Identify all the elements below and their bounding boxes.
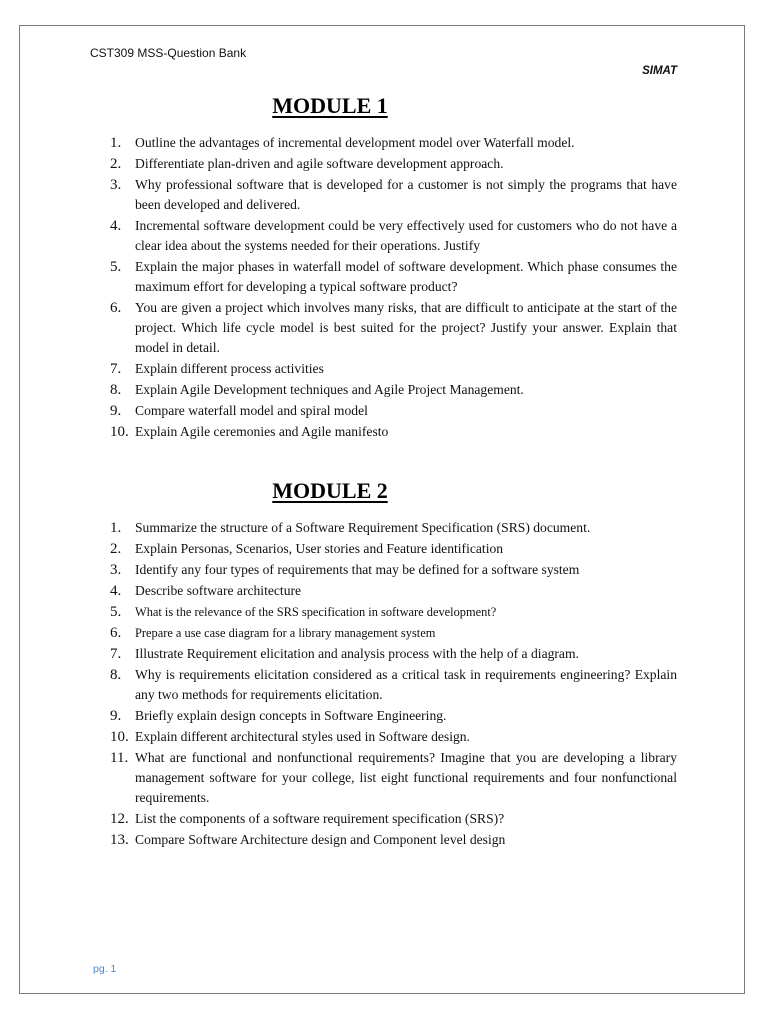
question-text: You are given a project which involves many risks, that are difficult to anticipate at the start of the project. Which life cycle model is best suited for the project? Justify your answer. Explain that model in detail. [135, 300, 677, 355]
question-item [110, 422, 677, 442]
question-text: Differentiate plan-driven and agile software development approach. [135, 156, 504, 171]
question-text: Outline the advantages of incremental development model over Waterfall model. [135, 135, 575, 150]
question-text: Incremental software development could be very effectively used for customers who do not have a clear idea about the systems needed for their operations. Justify [135, 218, 677, 253]
question-number: 6. [110, 625, 122, 641]
question-number: 10. [110, 424, 129, 440]
module-1-question-list [110, 133, 677, 443]
question-number: 6. [110, 300, 122, 316]
question-text: Explain different process activities [135, 361, 324, 376]
question-number: 1. [110, 135, 122, 151]
question-text: List the components of a software requirement specification (SRS)? [135, 811, 505, 826]
question-item [110, 748, 677, 808]
question-number: 5. [110, 604, 122, 620]
question-item [110, 298, 677, 358]
question-item [110, 581, 677, 601]
question-number: 2. [110, 156, 122, 172]
header-course: CST309 MSS-Question Bank [90, 46, 247, 60]
question-text: Explain different architectural styles used in Software design. [135, 729, 470, 744]
question-text: Explain Personas, Scenarios, User stories and Feature identification [135, 541, 504, 556]
module-2-title: MODULE 2 [272, 478, 388, 503]
question-item [110, 560, 677, 580]
question-text: Illustrate Requirement elicitation and analysis process with the help of a diagram. [135, 646, 579, 661]
question-item [110, 175, 677, 215]
question-item [110, 539, 677, 559]
question-item [110, 623, 677, 643]
question-item [110, 665, 677, 705]
question-text: What is the relevance of the SRS specification in software development? [135, 605, 497, 619]
question-text: Why professional software that is developed for a customer is not simply the programs that have been developed and delivered. [135, 177, 677, 212]
question-item [110, 727, 677, 747]
question-number: 4. [110, 218, 122, 234]
question-text: Compare Software Architecture design and Component level design [135, 832, 506, 847]
question-number: 2. [110, 541, 122, 557]
question-number: 4. [110, 583, 122, 599]
question-text: Why is requirements elicitation considered as a critical task in requirements engineering? Explain any two methods for requirements elicitation. [135, 667, 677, 702]
module-1-title: MODULE 1 [272, 93, 388, 118]
question-number: 1. [110, 520, 122, 536]
question-number: 5. [110, 259, 122, 275]
page-number: pg. 1 [93, 963, 117, 975]
question-text: Explain the major phases in waterfall model of software development. Which phase consumes the maximum effort for developing a typical software product? [135, 259, 677, 294]
question-item [110, 518, 677, 538]
question-text: Explain Agile Development techniques and Agile Project Management. [135, 382, 524, 397]
question-text: Summarize the structure of a Software Requirement Specification (SRS) document. [135, 520, 591, 535]
question-number: 12. [110, 811, 129, 827]
question-number: 8. [110, 382, 122, 398]
question-item [110, 359, 677, 379]
question-item [110, 257, 677, 297]
question-text: Describe software architecture [135, 583, 302, 598]
question-number: 11. [110, 750, 129, 766]
question-number: 3. [110, 177, 122, 193]
question-item [110, 602, 677, 622]
question-item [110, 380, 677, 400]
question-text: Briefly explain design concepts in Software Engineering. [135, 708, 447, 723]
question-item [110, 216, 677, 256]
question-number: 3. [110, 562, 122, 578]
question-item [110, 401, 677, 421]
question-item [110, 706, 677, 726]
question-text: Identify any four types of requirements that may be defined for a software system [135, 562, 580, 577]
question-number: 9. [110, 708, 122, 724]
question-item [110, 830, 677, 850]
question-item [110, 809, 677, 829]
question-number: 13. [110, 832, 129, 848]
question-item [110, 644, 677, 664]
question-text: Prepare a use case diagram for a library management system [135, 626, 436, 640]
question-number: 8. [110, 667, 122, 683]
question-text: What are functional and nonfunctional requirements? Imagine that you are developing a library management software for your college, list eight functional requirements and four nonfunctional requirements. [135, 750, 677, 805]
module-2-question-list [110, 518, 677, 851]
question-number: 7. [110, 646, 122, 662]
question-number: 9. [110, 403, 122, 419]
question-item [110, 154, 677, 174]
header-institution: SIMAT [642, 65, 677, 77]
question-text: Compare waterfall model and spiral model [135, 403, 368, 418]
question-number: 7. [110, 361, 122, 377]
question-item [110, 133, 677, 153]
question-number: 10. [110, 729, 129, 745]
question-text: Explain Agile ceremonies and Agile manifesto [135, 424, 389, 439]
